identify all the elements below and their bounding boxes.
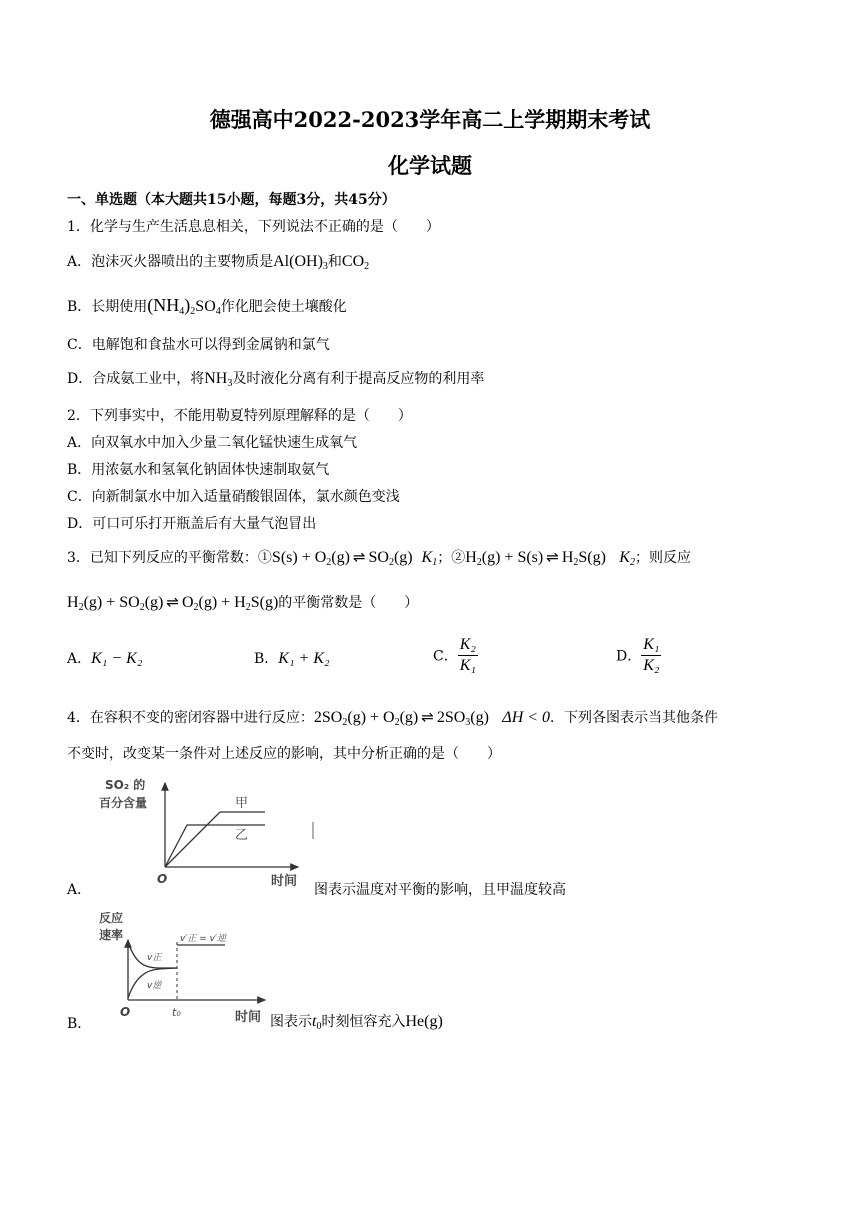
q4-figure-a — [95, 775, 315, 890]
fig-a-xlabel: 时间 — [271, 874, 298, 889]
q4-figure-b — [95, 912, 275, 1027]
q4-option-b-text: 图表示$t_0$时刻恒容充入He(g) — [270, 1013, 443, 1032]
fig-a-origin: O — [157, 872, 168, 886]
q1-option-d: D．合成氨工业中，将$NH_3$及时液化分离有利于提高反应物的利用率 — [67, 370, 485, 389]
q4-stem: 4．在容积不变的密闭容器中进行反应：$2SO_2(g) + O_2(g)$ ⇌ $2SO_3(g)$ ΔH < 0．下列各图表示当其他条件 — [67, 708, 719, 728]
fig-b-label-equal: v′正 = v′逆 — [180, 934, 227, 944]
q3-option-c: C． $\frac{\text{K₂}}{\text{K₁}}$ — [433, 636, 476, 674]
q3-stem-line2: $H_2(g) + SO_2(g)$ ⇌ $O_2(g) + H_2S(g)$的平衡常数是（ ） — [67, 593, 419, 613]
fig-b-xlabel: 时间 — [235, 1010, 262, 1025]
q1-option-a: A．泡沫灭火器喷出的主要物质是$Al(OH)_3$和$CO_2$ — [67, 253, 370, 272]
q2-option-a: A．向双氧水中加入少量二氧化锰快速生成氧气 — [67, 435, 358, 451]
fig-b-label-forward: v正 — [147, 953, 162, 963]
fig-a-curve-yi — [165, 825, 265, 867]
fig-b-ylabel-1: 反应 — [99, 912, 124, 925]
q4-option-a-label: A． — [67, 882, 92, 898]
q3-option-d: D． $\frac{\text{K₁}}{\text{K₂}}$ — [616, 636, 660, 674]
q3-option-a: A．K₁ − K₂ — [67, 650, 143, 667]
fig-b-origin: O — [120, 1005, 131, 1019]
q4-stem-line2: 不变时，改变某一条件对上述反应的影响，其中分析正确的是（ ） — [67, 746, 501, 762]
exam-title: 德强高中2022-2023学年高二上学期期末考试 — [209, 107, 651, 132]
q1-stem: 1．化学与生产生活息息相关，下列说法不正确的是（ ） — [67, 219, 440, 235]
q4-option-b-label: B． — [67, 1016, 92, 1032]
exam-subtitle: 化学试题 — [388, 153, 472, 178]
fig-a-label-yi: 乙 — [235, 828, 249, 843]
fig-a-ylabel-2: 百分含量 — [99, 796, 148, 810]
section-heading: 一、单选题（本大题共15小题，每题3分，共45分） — [67, 192, 396, 208]
q3-option-b: B．K₁ + K₂ — [254, 650, 330, 667]
q2-option-c: C．向新制氯水中加入适量硝酸银固体，氯水颜色变浅 — [67, 489, 400, 505]
fig-b-label-reverse: v逆 — [147, 981, 162, 991]
q1-option-c: C．电解饱和食盐水可以得到金属钠和氯气 — [67, 337, 330, 353]
q4-option-a-text: 图表示温度对平衡的影响，且甲温度较高 — [314, 882, 566, 898]
q2-option-d: D．可口可乐打开瓶盖后有大量气泡冒出 — [67, 516, 317, 532]
q2-option-b: B．用浓氨水和氢氧化钠固体快速制取氨气 — [67, 462, 330, 478]
fig-a-ylabel-1: SO₂ 的 — [105, 778, 146, 792]
q3-stem: 3．已知下列反应的平衡常数：①S(s) + $O_2(g)$ ⇌ $SO_2(g)$ $K_1$；$②H_2(g) + S(s)$ ⇌ $H_2S(g)$ $K_2$；则反应 — [67, 548, 691, 568]
fig-b-ylabel-2: 速率 — [99, 928, 124, 942]
fig-a-label-jia: 甲 — [235, 796, 249, 811]
fig-b-t0: t₀ — [172, 1006, 181, 1019]
q1-option-b: B．长期使用$(NH_4)_2SO_4$作化肥会使土壤酸化 — [67, 295, 347, 317]
q2-stem: 2．下列事实中，不能用勒夏特列原理解释的是（ ） — [67, 408, 412, 424]
